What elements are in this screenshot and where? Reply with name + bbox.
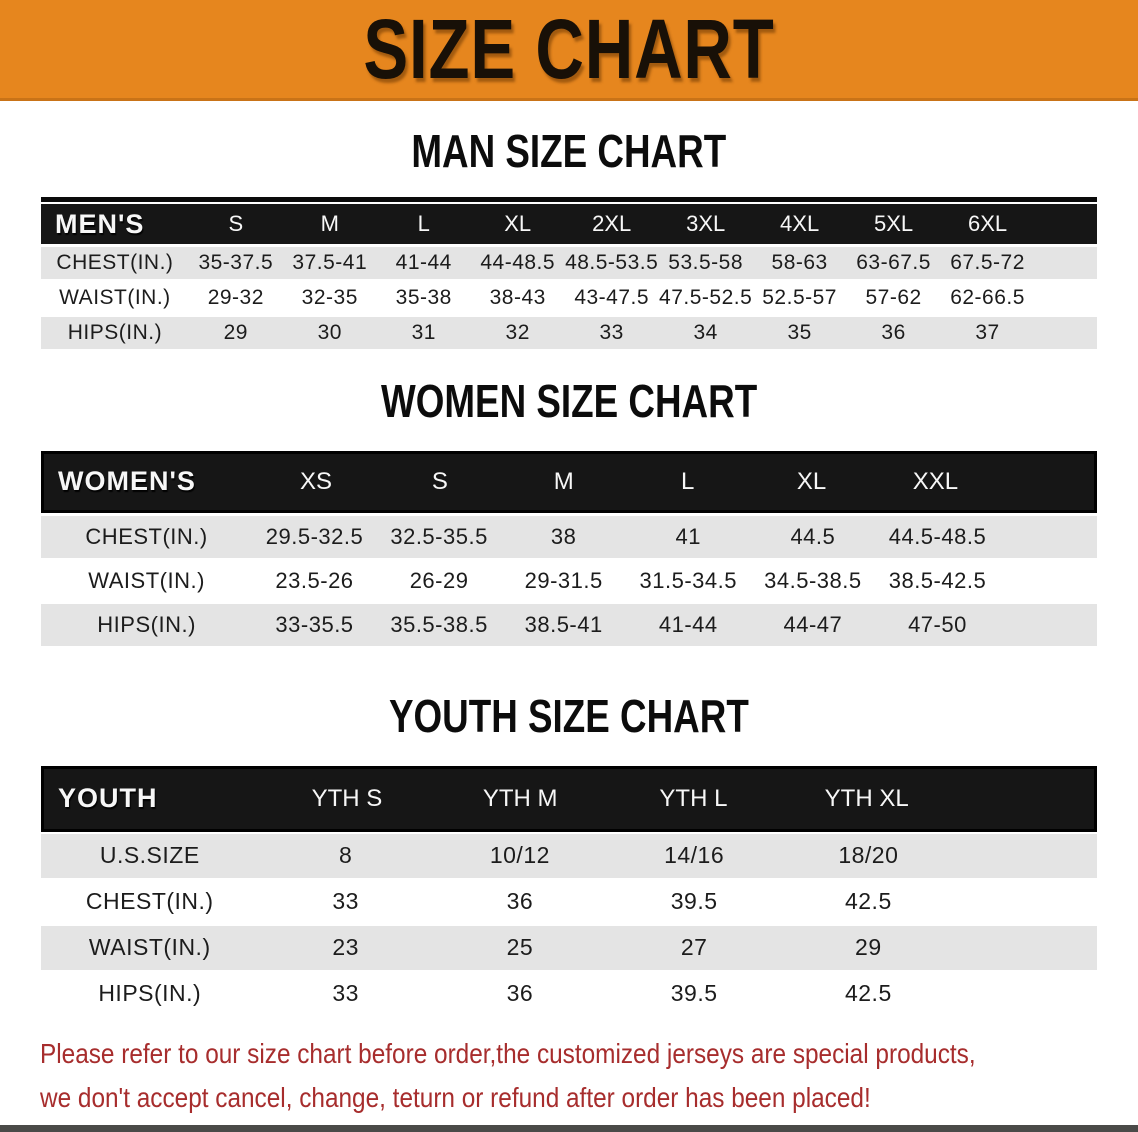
measure-row-label: CHEST(IN.) (85, 888, 214, 915)
size-value-cell: 44.5 (790, 523, 836, 549)
size-value-cell: 41 (675, 523, 701, 549)
size-value-cell: 29-31.5 (524, 567, 603, 593)
size-value-cell: 53.5-58 (668, 251, 744, 275)
measure-row-label: WAIST(IN.) (88, 934, 211, 961)
table-header-bar (41, 204, 1097, 244)
size-value-cell: 47.5-52.5 (659, 286, 753, 310)
table-row (41, 282, 1097, 314)
size-value-cell: 43-47.5 (574, 286, 650, 310)
size-column-header: XL (796, 467, 827, 495)
size-value-cell: 30 (317, 321, 342, 345)
womens-section-heading (0, 375, 1138, 428)
mens-size-table (41, 197, 1097, 349)
size-value-cell: 42.5 (844, 980, 892, 1007)
table-corner-label: WOMEN'S (58, 466, 196, 497)
size-value-cell: 67.5-72 (950, 251, 1025, 275)
size-value-cell: 47-50 (908, 611, 967, 637)
size-value-cell: 38 (550, 523, 577, 549)
table-top-rule (41, 197, 1097, 202)
size-value-cell: 38.5-41 (524, 611, 603, 637)
size-value-cell: 39.5 (670, 980, 718, 1007)
womens-size-table (41, 451, 1097, 646)
footer-line-2: we don't accept cancel, change, teturn or refund after order has been placed! (40, 1081, 871, 1113)
table-row (41, 247, 1097, 279)
size-value-cell: 33 (332, 888, 359, 915)
youth-section-heading (0, 689, 1138, 742)
size-value-cell: 23.5-26 (275, 567, 354, 593)
table-row (41, 926, 1097, 970)
size-value-cell: 33-35.5 (275, 611, 354, 637)
table-row (41, 317, 1097, 349)
size-value-cell: 33 (332, 980, 359, 1007)
table-header-bar (41, 766, 1097, 832)
size-column-header: XS (299, 467, 332, 495)
size-value-cell: 26-29 (409, 567, 469, 593)
size-column-header: YTH M (482, 784, 558, 812)
size-value-cell: 33 (599, 321, 624, 345)
size-value-cell: 32-35 (301, 286, 358, 310)
size-value-cell: 63-67.5 (856, 251, 931, 275)
size-value-cell: 62-66.5 (950, 286, 1025, 310)
size-value-cell: 29 (223, 321, 248, 345)
size-value-cell: 37 (975, 321, 1000, 345)
size-value-cell: 29 (855, 934, 882, 961)
measure-row-label: HIPS(IN.) (67, 321, 163, 345)
table-corner-label: YOUTH (58, 783, 158, 814)
size-value-cell: 25 (506, 934, 534, 961)
table-row (41, 560, 1097, 602)
table-row (41, 880, 1097, 924)
size-value-cell: 14/16 (664, 842, 725, 869)
size-value-cell: 8 (339, 842, 353, 869)
footer-line-1: Please refer to our size chart before order,the customized jerseys are special products, (40, 1037, 976, 1069)
measure-row-label: HIPS(IN.) (97, 611, 196, 637)
size-value-cell: 29.5-32.5 (265, 523, 364, 549)
youth-section-heading-text: YOUTH SIZE CHART (389, 689, 749, 742)
bottom-border-bar (0, 1125, 1138, 1132)
size-column-header: 5XL (874, 211, 914, 237)
banner (0, 0, 1138, 101)
size-column-header: L (417, 211, 430, 237)
youth-size-table (41, 766, 1097, 1016)
size-value-cell: 38-43 (489, 286, 546, 310)
size-column-header: S (228, 211, 244, 237)
size-value-cell: 29-32 (207, 286, 264, 310)
size-value-cell: 36 (506, 888, 534, 915)
banner-title: SIZE CHART (363, 1, 775, 96)
youth-size-section (0, 689, 1138, 1016)
footer-note (40, 1032, 1098, 1120)
size-value-cell: 34 (693, 321, 718, 345)
size-column-header: YTH S (311, 784, 383, 812)
size-value-cell: 23 (332, 934, 359, 961)
womens-section-heading-text: WOMEN SIZE CHART (380, 375, 758, 428)
size-value-cell: 18/20 (838, 842, 899, 869)
size-value-cell: 31.5-34.5 (639, 567, 737, 593)
measure-row-label: CHEST(IN.) (85, 523, 208, 549)
size-value-cell: 36 (881, 321, 906, 345)
table-header-bar (41, 451, 1097, 513)
table-row (41, 604, 1097, 646)
size-value-cell: 42.5 (844, 888, 892, 915)
size-column-header: L (680, 467, 695, 495)
table-row (41, 834, 1097, 878)
measure-row-label: U.S.SIZE (99, 842, 200, 869)
size-value-cell: 41-44 (395, 251, 452, 275)
size-value-cell: 27 (680, 934, 708, 961)
size-value-cell: 39.5 (670, 888, 718, 915)
size-value-cell: 10/12 (489, 842, 550, 869)
size-value-cell: 35 (787, 321, 812, 345)
measure-row-label: HIPS(IN.) (98, 980, 202, 1007)
mens-size-section (0, 127, 1138, 349)
size-value-cell: 36 (506, 980, 534, 1007)
size-value-cell: 44-48.5 (480, 251, 556, 275)
size-value-cell: 41-44 (658, 611, 718, 637)
size-column-header: XL (504, 211, 532, 237)
size-column-header: 3XL (686, 211, 726, 237)
mens-section-heading-text: MAN SIZE CHART (411, 125, 727, 177)
size-value-cell: 34.5-38.5 (764, 567, 862, 593)
size-column-header: 2XL (592, 211, 632, 237)
size-value-cell: 37.5-41 (292, 251, 368, 275)
size-value-cell: 31 (411, 321, 436, 345)
womens-size-section (0, 377, 1138, 645)
size-value-cell: 35-37.5 (198, 251, 274, 275)
measure-row-label: CHEST(IN.) (56, 251, 174, 275)
size-column-header: M (320, 211, 339, 237)
measure-row-label: WAIST(IN.) (88, 567, 205, 593)
size-value-cell: 38.5-42.5 (888, 567, 987, 593)
mens-section-heading (0, 127, 1138, 175)
size-column-header: YTH XL (824, 784, 909, 812)
size-column-header: YTH L (659, 784, 728, 812)
size-value-cell: 58-63 (771, 251, 828, 275)
size-value-cell: 57-62 (865, 286, 922, 310)
size-value-cell: 32.5-35.5 (390, 523, 488, 549)
size-value-cell: 52.5-57 (762, 286, 837, 310)
size-value-cell: 32 (505, 321, 530, 345)
measure-row-label: WAIST(IN.) (59, 286, 171, 310)
table-row (41, 516, 1097, 558)
size-value-cell: 35-38 (395, 286, 452, 310)
size-value-cell: 35.5-38.5 (390, 611, 488, 637)
size-value-cell: 48.5-53.5 (565, 251, 659, 275)
size-column-header: 4XL (780, 211, 820, 237)
table-row (41, 972, 1097, 1016)
size-column-header: 6XL (967, 211, 1008, 237)
size-column-header: XXL (912, 467, 959, 495)
size-value-cell: 44.5-48.5 (888, 523, 987, 549)
table-corner-label: MEN'S (55, 208, 145, 239)
size-value-cell: 44-47 (783, 611, 843, 637)
size-column-header: S (431, 467, 448, 495)
size-column-header: M (553, 467, 574, 495)
